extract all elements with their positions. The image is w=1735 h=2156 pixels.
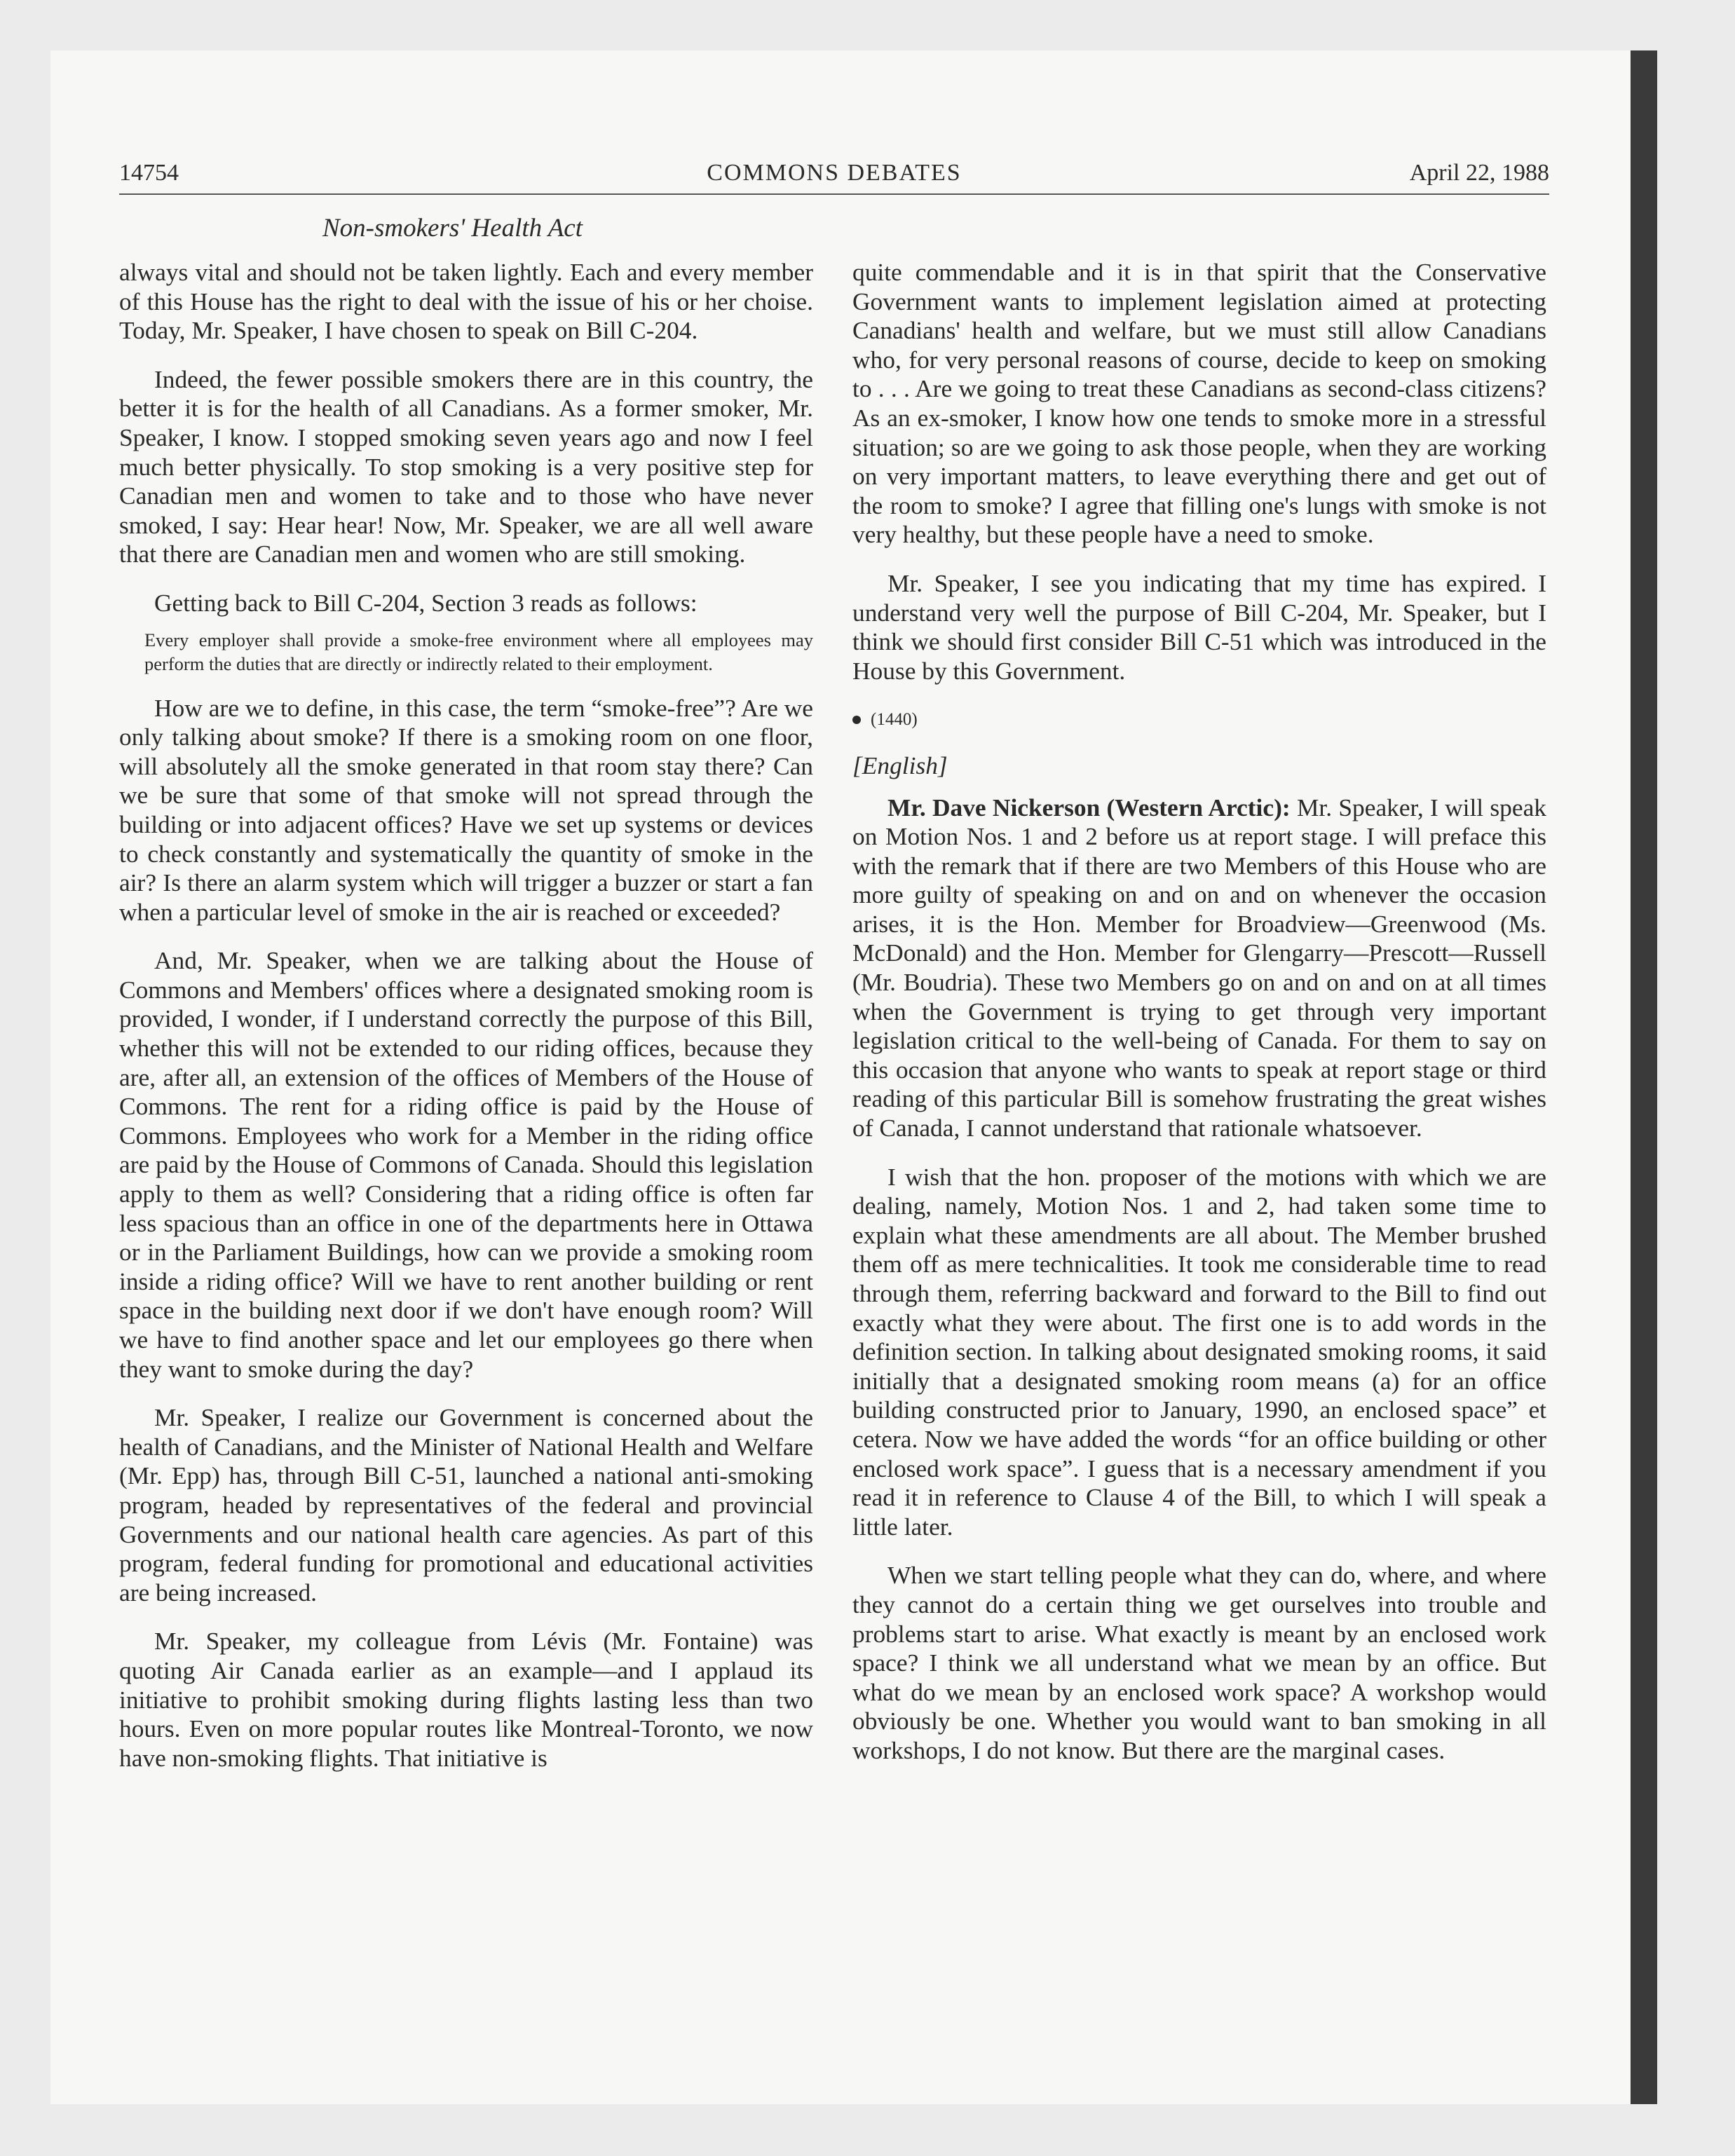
- scan-edge-bar: [1631, 50, 1657, 2104]
- paragraph: quite commendable and it is in that spirit that the Conservative Government wants to implement legislation aimed at protecting Canadians' health and welfare, but we must still allow Canadians who, for very personal reasons of course, decide to keep on smoking to . . . Are we going to treat these Canadians as second-class citizens? As an ex-smoker, I know how one tends to smoke more in a stressful situation; so are we going to ask those people, when they are working on very important matters, to leave everything there and get out of the room to smoke? I agree that filling one's lungs with smoke is not very healthy, but these people have a need to smoke.: [852, 258, 1546, 549]
- publication-title: COMMONS DEBATES: [707, 160, 962, 186]
- paragraph: Mr. Speaker, my colleague from Lévis (Mr. Fontaine) was quoting Air Canada earlier as an example—and I applaud its initiative to prohibit smoking during flights lasting less than two hours. Even on more popular routes like Montreal-Toronto, we now have non-smoking flights. That initiative is: [119, 1627, 813, 1772]
- publication-date: April 22, 1988: [1409, 160, 1549, 186]
- paragraph: always vital and should not be taken lightly. Each and every member of this House has the right to deal with the issue of his or her choise. Today, Mr. Speaker, I have chosen to speak on Bill C-204.: [119, 258, 813, 345]
- speaker-text: Mr. Speaker, I will speak on Motion Nos. 1 and 2 before us at report stage. I will preface this with the remark that if there are two Members of this House who are more guilty of speaking on and on and on whenever the occasion arises, it is the Hon. Member for Broadview—Greenwood (Ms. McDonald) and the Hon. Member for Glengarry—Prescott—Russell (Mr. Boudria). These two Members go on and on and on at all times when the Government is trying to get through very important legislation critical to the well-being of Canada. For them to say on this occasion that anyone who wants to speak at report stage or third reading of this particular Bill is somehow frustrating the great wishes of Canada, I cannot understand that rationale whatsoever.: [852, 793, 1546, 1142]
- right-column: [852, 258, 1546, 1785]
- time-marker: [852, 705, 1546, 735]
- bullet-icon: [852, 716, 861, 724]
- paragraph: Indeed, the fewer possible smokers there are in this country, the better it is for the health of all Canadians. As a former smoker, Mr. Speaker, I know. I stopped smoking seven years ago and now I feel much better physically. To stop smoking is a very positive step for Canadian men and women to take and to those who have never smoked, I say: Hear hear! Now, Mr. Speaker, we are all well aware that there are Canadian men and women who are still smoking.: [119, 364, 813, 568]
- page-header: [119, 160, 1549, 195]
- paragraph: Mr. Speaker, I see you indicating that my time has expired. I understand very well the purpose of Bill C-204, Mr. Speaker, but I think we should first consider Bill C-51 which was introduced in the House by this Government.: [852, 568, 1546, 685]
- speaker-name: Mr. Dave Nickerson (Western Arctic):: [887, 793, 1291, 821]
- left-column: [119, 258, 813, 1792]
- block-quote: Every employer shall provide a smoke-free environment where all employees may perform the duties that are directly or indirectly related to their employment.: [144, 629, 813, 674]
- running-head: Non-smokers' Health Act: [322, 214, 583, 243]
- time-marker-label: (1440): [871, 710, 918, 730]
- language-tag: [English]: [852, 751, 948, 779]
- paragraph: And, Mr. Speaker, when we are talking about the House of Commons and Members' offices where a designated smoking room is provided, I wonder, if I understand correctly the purpose of this Bill, whether this will not be extended to our riding offices, because they are, after all, an extension of the offices of Members of the House of Commons. The rent for a riding office is paid by the House of Commons. Employees who work for a Member in the riding office are paid by the House of Commons of Canada. Should this legislation apply to them as well? Considering that a riding office is often far less spacious than an office in one of the departments here in Ottawa or in the Parliament Buildings, how can we provide a smoking room inside a riding office? Will we have to rent another building or rent space in the building next door if we don't have enough room? Will we have to find another space and let our employees go there when they want to smoke during the day?: [119, 946, 813, 1383]
- page-number: 14754: [119, 160, 179, 186]
- paragraph: When we start telling people what they can do, where, and where they cannot do a certain thing we get ourselves into trouble and problems start to arise. What exactly is meant by an enclosed work space? I think we all understand what we mean by an office. But what do we mean by an enclosed work space? A workshop would obviously be one. Whether you would want to ban smoking in all workshops, I do not know. But there are the marginal cases.: [852, 1561, 1546, 1764]
- speaker-paragraph: [852, 793, 1546, 1143]
- paragraph: Mr. Speaker, I realize our Government is concerned about the health of Canadians, and the Minister of National Health and Welfare (Mr. Epp) has, through Bill C-51, launched a national anti-smoking program, headed by representatives of the federal and provincial Governments and our national health care agencies. As part of this program, federal funding for promotional and educational activities are being increased.: [119, 1403, 813, 1606]
- paragraph: I wish that the hon. proposer of the motions with which we are dealing, namely, Motion Nos. 1 and 2, had taken some time to explain what these amendments are all about. The Member brushed them off as mere technicalities. It took me considerable time to read through them, referring backward and forward to the Bill to find out exactly what they were about. The first one is to add words in the definition section. In talking about designated smoking rooms, it said initially that a designated smoking room means (a) for an office building constructed prior to January, 1990, an enclosed space” et cetera. Now we have added the words “for an office building or other enclosed work space”. I guess that is a necessary amendment if you read it in reference to Clause 4 of the Bill, to which I will speak a little later.: [852, 1162, 1546, 1541]
- paragraph: Getting back to Bill C-204, Section 3 reads as follows:: [154, 588, 698, 617]
- paragraph: How are we to define, in this case, the term “smoke-free”? Are we only talking about smoke? If there is a smoking room on one floor, will absolutely all the smoke generated in that room stay there? Can we be sure that some of that smoke will not spread through the building or into adjacent offices? Have we set up systems or devices to check constantly and systematically the quantity of smoke in the air? Is there an alarm system which will trigger a buzzer or start a fan when a particular level of smoke in the air is reached or exceeded?: [119, 693, 813, 926]
